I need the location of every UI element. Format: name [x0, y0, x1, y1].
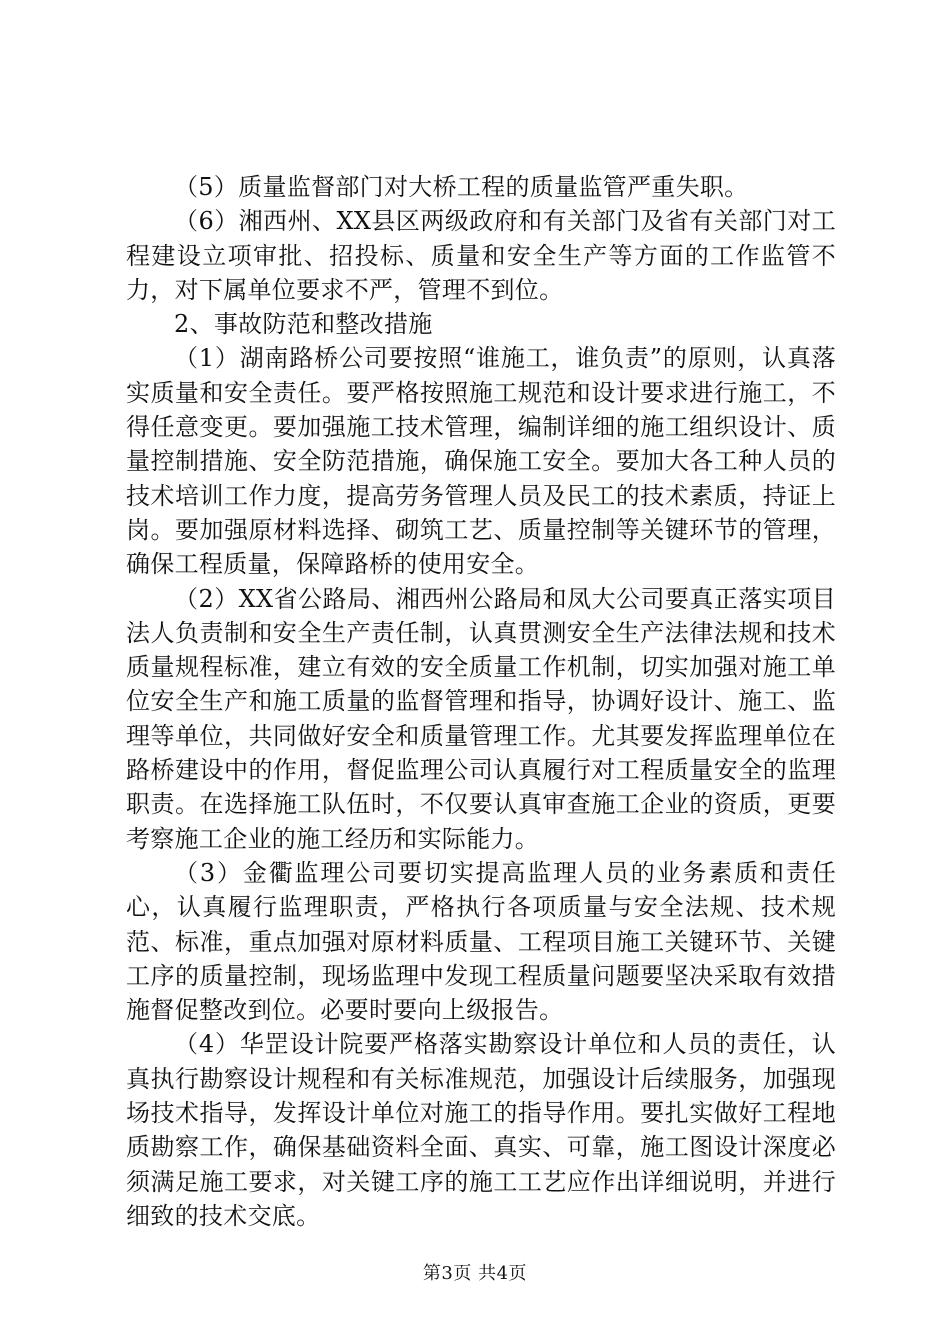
paragraph-measure-2: （2）XX省公路局、湘西州公路局和凤大公司要真正落实项目法人负责制和安全生产责任制，认真贯测安全生产法律法规和技术质量规程标准，建立有效的安全质量工作机制，切实加强对施工单位安全生产和施工质量的监督管理和指导，协调好设计、施工、监理等单位，共同做好安全和质量管理工作。尤其要发挥监理单位在路桥建设中的作用，督促监理公司认真履行对工程质量安全的监理职责。在选择施工队伍时，不仅要认真审查施工企业的资质，更要考察施工企业的施工经历和实际能力。 [126, 584, 836, 853]
paragraph-measure-3: （3）金衢监理公司要切实提高监理人员的业务素质和责任心，认真履行监理职责，严格执行各项质量与安全法规、技术规范、标准，重点加强对原材料质量、工程项目施工关键环节、关键工序的质量控制，现场监理中发现工程质量问题要坚决采取有效措施督促整改到位。必要时要向上级报告。 [126, 858, 836, 1025]
document-body [126, 170, 836, 1233]
paragraph-item-5: （5）质量监督部门对大桥工程的质量监管严重失职。 [174, 173, 749, 201]
page-number-footer: 第3页 共4页 [422, 1263, 528, 1284]
paragraph-measure-4: （4）华罡设计院要严格落实勘察设计单位和人员的责任，认真执行勘察设计规程和有关标准规范，加强设计后续服务，加强现场技术指导，发挥设计单位对施工的指导作用。要扎实做好工程地质勘察工作，确保基础资料全面、真实、可靠，施工图设计深度必须满足施工要求，对关键工序的施工工艺应作出详细说明，并进行细致的技术交底。 [126, 1030, 836, 1230]
paragraph-item-6: （6）湘西州、XX县区两级政府和有关部门及省有关部门对工程建设立项审批、招投标、质量和安全生产等方面的工作监管不力，对下属单位要求不严，管理不到位。 [126, 207, 836, 304]
paragraph-measure-1: （1）湖南路桥公司要按照“谁施工，谁负责”的原则，认真落实质量和安全责任。要严格按照施工规范和设计要求进行施工，不得任意变更。要加强施工技术管理，编制详细的施工组织设计、质量控制措施、安全防范措施，确保施工安全。要加大各工种人员的技术培训工作力度，提高劳务管理人员及民工的技术素质，持证上岗。要加强原材料选择、砌筑工艺、质量控制等关键环节的管理，确保工程质量，保障路桥的使用安全。 [126, 344, 836, 579]
section-heading-prevention: 2、事故防范和整改措施 [174, 310, 433, 339]
